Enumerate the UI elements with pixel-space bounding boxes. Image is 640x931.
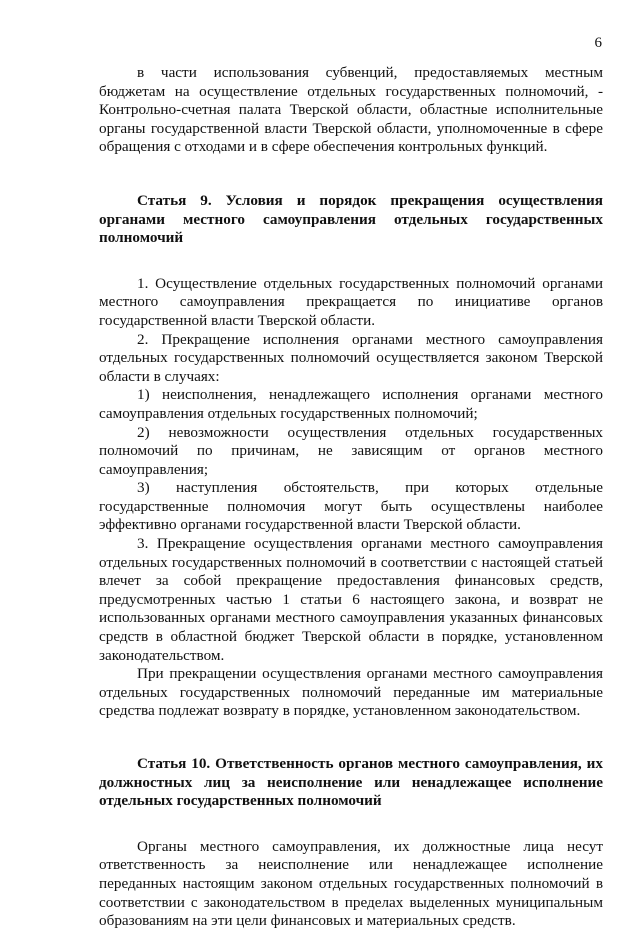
spacer xyxy=(99,811,603,838)
article-9-item-2: 2) невозможности осуществления отдельных государственных полномочий по причинам, не зависящим от органов местного самоуправления; xyxy=(99,423,603,478)
article-9-item-1: 1) неисполнения, ненадлежащего исполнения органами местного самоуправления отдельных государственных полномочий; xyxy=(99,386,603,422)
article-9-paragraph-3: 3. Прекращение осуществления органами местного самоуправления отдельных государственных полномочий в соответствии с настоящей статьей влечет за собой прекращение предоставления финансовых средств, предусмотренных частью 1 статьи 6 настоящего закона, и возврат не использованных органами местного самоуправления указанных финансовых средств в областной бюджет Тверской области в порядке, установленном законодательством. xyxy=(99,535,603,664)
article-9-item-3: 3) наступления обстоятельств, при которых отдельные государственные полномочия могут быть осуществлены наиболее эффективно органами государственной власти Тверской области. xyxy=(99,479,603,534)
intro-paragraph: в части использования субвенций, предоставляемых местным бюджетам на осуществление отдельных государственных полномочий, - Контрольно-счетная палата Тверской области, областные исполнительные органы государственной власти Тверской области, уполномоченные в сфере обращения с отходами и в сфере обеспечения контрольных функций. xyxy=(99,64,603,156)
article-9-paragraph-1: 1. Осуществление отдельных государственных полномочий органами местного самоуправления прекращается по инициативе органов государственной власти Тверской области. xyxy=(99,274,603,329)
article-9-paragraph-2: 2. Прекращение исполнения органами местного самоуправления отдельных государственных полномочий осуществляется законом Тверской области в случаях: xyxy=(99,330,603,385)
article-9-paragraph-4: При прекращении осуществления органами местного самоуправления отдельных государственных полномочий переданные им материальные средства подлежат возврату в порядке, установленном законодательством. xyxy=(99,665,603,720)
article-9-heading: Статья 9. Условия и порядок прекращения осуществления органами местного самоуправления отдельных государственных полномочий xyxy=(99,191,603,247)
spacer xyxy=(99,721,603,755)
article-10-paragraph-1: Органы местного самоуправления, их должностные лица несут ответственность за неисполнение или ненадлежащее исполнение переданных настоящим законом отдельных государственных полномочий в соответствии с законодательством в пределах выделенных муниципальным образованиям на эти цели финансовых и материальных средств. xyxy=(99,837,603,930)
spacer xyxy=(99,248,603,275)
spacer xyxy=(99,157,603,192)
page-number: 6 xyxy=(594,35,602,51)
document-body xyxy=(99,64,603,931)
article-10-heading: Статья 10. Ответственность органов местного самоуправления, их должностных лиц за неисполнение или ненадлежащее исполнение отдельных государственных полномочий xyxy=(99,755,603,810)
